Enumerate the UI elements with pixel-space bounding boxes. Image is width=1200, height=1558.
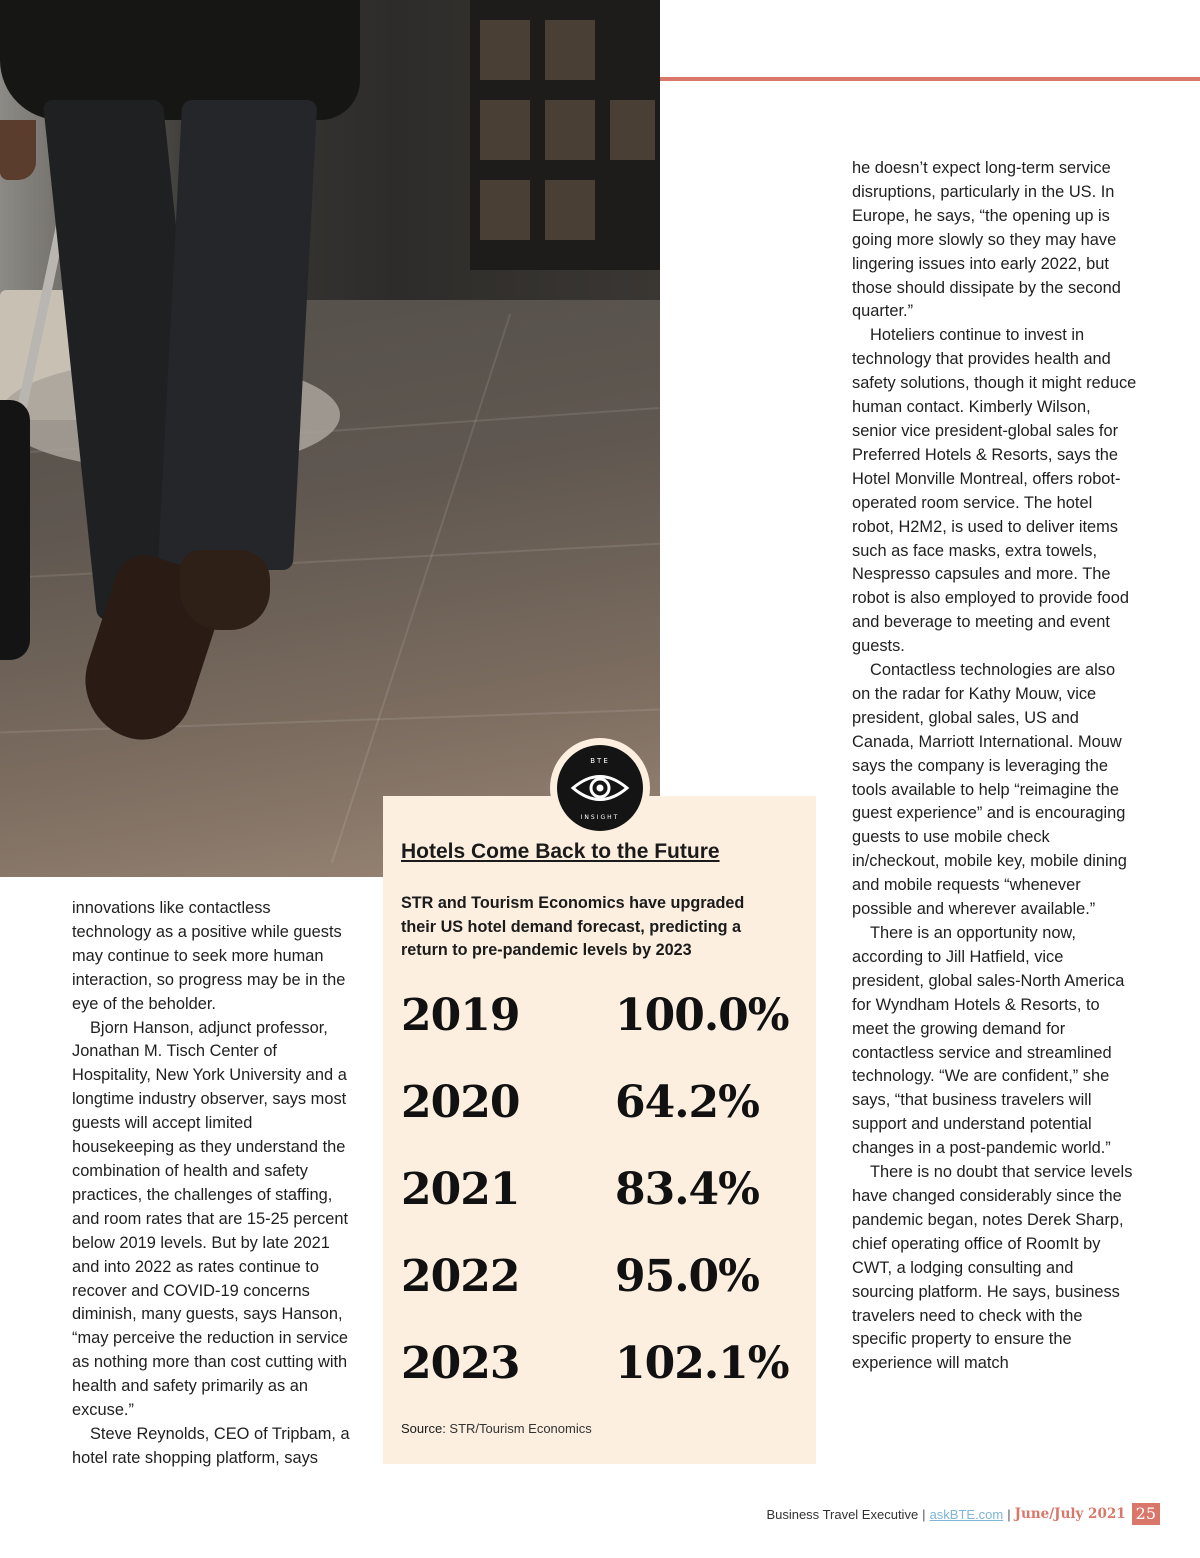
badge-top-text: BTE bbox=[590, 757, 610, 765]
stat-row bbox=[401, 1251, 801, 1311]
paragraph: Hoteliers continue to invest in technology that provides health and safety solutions, though it might reduce human contact. Kimberly Wilson, senior vice president-global sales for Preferred Hotels & Resorts, says the Hotel Monville Montreal, offers robot-operated room service. The hotel robot, H2M2, is used to deliver items such as face masks, extra towels, Nespresso capsules and more. The robot is also employed to provide food and beverage to meeting and event guests. bbox=[852, 326, 1137, 656]
paragraph: Contactless technologies are also on the radar for Kathy Mouw, vice president, global sales, US and Canada, Marriott International. Mouw says the company is leveraging the tools available to help “reimagine the guest experience” and is encouraging guests to use mobile check in/checkout, mobile key, mobile dining and mobile requests “whenever possible and wherever available.” bbox=[852, 661, 1127, 919]
paragraph: Steve Reynolds, CEO of Tripbam, a hotel rate shopping platform, says bbox=[72, 1424, 350, 1467]
stat-year: 2022 bbox=[401, 1251, 520, 1302]
stat-row bbox=[401, 1338, 801, 1398]
footer-separator: | bbox=[922, 1506, 926, 1522]
photo-shoe bbox=[180, 550, 270, 630]
stat-row bbox=[401, 1077, 801, 1137]
stat-row bbox=[401, 990, 801, 1050]
paragraph: There is an opportunity now, according to Jill Hatfield, vice president, global sales-North America for Wyndham Hotels & Resorts, to meet the growing demand for contactless service and streamlined technology. “We are confident,” she says, “that business travelers will support and understand potential changes in a post-pandemic world.” bbox=[852, 924, 1125, 1158]
stat-value: 64.2% bbox=[615, 1077, 759, 1128]
stat-value: 100.0% bbox=[615, 990, 789, 1041]
footer-separator: | bbox=[1007, 1506, 1011, 1522]
photo-suitcase bbox=[0, 400, 30, 660]
stat-year: 2023 bbox=[401, 1338, 520, 1389]
stat-year: 2021 bbox=[401, 1164, 520, 1215]
paragraph: he doesn’t expect long-term service disruptions, particularly in the US. In Europe, he says, “the opening up is going more slowly so they may have lingering issues into early 2022, but those should dissipate by the second quarter.” bbox=[852, 159, 1121, 321]
stat-year: 2019 bbox=[401, 990, 520, 1041]
badge-bottom-text: INSIGHT bbox=[580, 814, 620, 821]
source-label: Source: bbox=[401, 1421, 446, 1436]
stat-value: 102.1% bbox=[615, 1338, 789, 1389]
left-column bbox=[72, 897, 354, 1471]
right-column bbox=[852, 157, 1137, 1376]
source-note bbox=[401, 1421, 592, 1436]
insight-deck: STR and Tourism Economics have upgraded their US hotel demand forecast, predicting a return to pre-pandemic levels by 2023 bbox=[401, 894, 745, 959]
stat-year: 2020 bbox=[401, 1077, 520, 1128]
website-link[interactable]: askBTE.com bbox=[929, 1506, 1004, 1522]
page-footer bbox=[766, 1502, 1160, 1526]
publication-name: Business Travel Executive bbox=[766, 1506, 919, 1522]
page-number: 25 bbox=[1132, 1503, 1160, 1525]
photo-shelf bbox=[470, 0, 660, 270]
photo-leg bbox=[158, 100, 318, 570]
eye-icon bbox=[557, 745, 643, 831]
paragraph: There is no doubt that service levels have changed considerably since the pandemic began, notes Derek Sharp, chief operating office of RoomIt by CWT, a lodging consulting and sourcing platform. He says, business travelers need to check with the specific property to ensure the experience will match bbox=[852, 1163, 1133, 1373]
source-text: STR/Tourism Economics bbox=[445, 1421, 592, 1436]
accent-rule bbox=[660, 77, 1200, 81]
stat-value: 95.0% bbox=[615, 1251, 759, 1302]
paragraph: innovations like contactless technology as a positive while guests may continue to seek more human interaction, so progress may be in the eye of the beholder. bbox=[72, 899, 346, 1013]
insight-title: Hotels Come Back to the Future bbox=[401, 840, 720, 863]
insight-badge bbox=[557, 745, 643, 831]
paragraph: Bjorn Hanson, adjunct professor, Jonathan M. Tisch Center of Hospitality, New York University and a longtime industry observer, says most guests will accept limited housekeeping as they understand the combination of health and safety practices, the challenges of staffing, and room rates that are 15-25 percent below 2019 levels. But by late 2021 and into 2022 as rates continue to recover and COVID-19 concerns diminish, many guests, says Hanson, “may perceive the reduction in service as nothing more than cost cutting with health and safety primarily as an excuse.” bbox=[72, 1018, 349, 1420]
stat-row bbox=[401, 1164, 801, 1224]
stat-value: 83.4% bbox=[615, 1164, 759, 1215]
issue-date: June/July 2021 bbox=[1014, 1506, 1126, 1522]
